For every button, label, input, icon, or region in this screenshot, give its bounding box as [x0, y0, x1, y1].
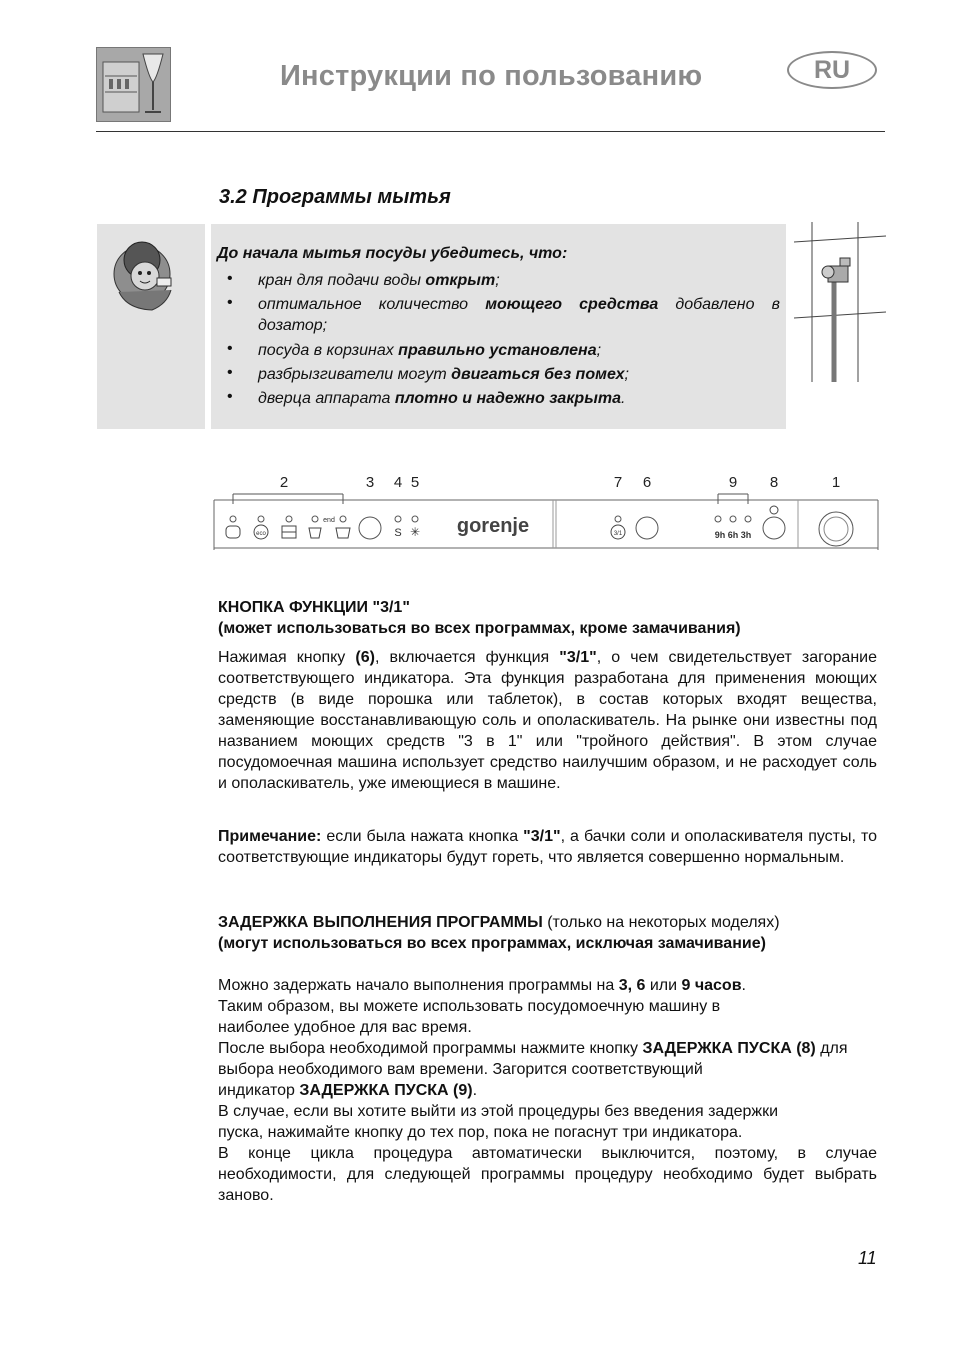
note-bullet-4: разбрызгиватели могут двигаться без помех; [258, 366, 629, 383]
section-title: 3.2 Программы мытья [219, 186, 451, 208]
function-31-subheading: (может использоваться во всех программах, кроме замачивания) [218, 620, 741, 637]
note-heading: До начала мытья посуды убедитесь, что: [217, 245, 568, 262]
delay-hours-labels: 9h 6h 3h [714, 530, 752, 540]
delay-paragraph-3-line-2: пуска, нажимайте кнопку до тех пор, пока не погаснут три индикатора. [218, 1124, 743, 1141]
rapid-program-icon [336, 528, 350, 538]
control-panel-diagram [210, 468, 882, 554]
panel-number-9: 9 [728, 474, 738, 491]
note-bullet-1: кран для подачи воды открыт; [258, 272, 500, 289]
intensive-program-icon [309, 528, 321, 538]
panel-number-5: 5 [410, 474, 420, 491]
panel-number-3: 3 [365, 474, 375, 491]
panel-number-8: 8 [769, 474, 779, 491]
rinse-aid-indicator-icon: ✳ [409, 525, 421, 539]
water-tap-icon [794, 222, 886, 382]
delay-line-3: наиболее удобное для вас время. [218, 1019, 472, 1036]
panel-number-7: 7 [613, 474, 623, 491]
delay-paragraph-4: В конце цикла процедура автоматически выключится, поэтому, в случае необходимости, для следующей программы процедуру необходимо будет выбрать заново. [218, 1145, 877, 1204]
three-in-one-button [636, 517, 658, 539]
bullet-icon: • [227, 340, 233, 357]
program-button [359, 517, 381, 539]
delay-paragraph-3-line-1: В случае, если вы хотите выйти из этой процедуры без введения задержки [218, 1103, 779, 1120]
salt-indicator-icon: S [394, 527, 402, 539]
note-bullet-2: оптимальное количество моющего средства добавлено в дозатор; [258, 296, 780, 334]
bullet-icon: • [227, 294, 233, 311]
panel-number-2: 2 [279, 474, 289, 491]
eco-label: eco [256, 531, 266, 537]
note-icon-panel [97, 224, 205, 429]
language-badge: RU [787, 51, 877, 89]
panel-number-1: 1 [831, 474, 841, 491]
dishwasher-logo-icon [96, 47, 171, 122]
function-31-paragraph: Нажимая кнопку (6), включается функция "3/1", о чем свидетельствует загорание соответствующего индикатора. Эта функция разработана для применения моющих средств (в виде порошка или таблеток), в состав которых входят вещества, заменяющие восстанавливающую соль и ополаскиватель. На рынке они известны под названием моющих средств "3 в 1" или "тройного действия". В этом случае посудомоечная машина использует средство наилучшим образом, и не расходует соль и ополаскиватель, уже имеющиеся в машине. [218, 649, 878, 792]
function-31-heading: КНОПКА ФУНКЦИИ "3/1" [218, 599, 410, 616]
note-bullet-5: дверца аппарата плотно и надежно закрыта. [258, 390, 626, 407]
bullet-icon: • [227, 270, 233, 287]
bullet-icon: • [227, 388, 233, 405]
normal-program-icon [282, 526, 296, 538]
note-bullet-3: посуда в корзинах правильно установлена; [258, 342, 602, 359]
panel-number-6: 6 [642, 474, 652, 491]
bullet-icon: • [227, 364, 233, 381]
brand-logo: gorenje [456, 515, 530, 537]
panel-number-4: 4 [393, 474, 403, 491]
header-title: Инструкции по пользованию [280, 60, 703, 92]
page-number: 11 [858, 1248, 877, 1268]
prewash-program-icon [226, 526, 240, 538]
delay-heading: ЗАДЕРЖКА ВЫПОЛНЕНИЯ ПРОГРАММЫ (только на некоторых моделях) [218, 914, 780, 931]
cartoon-person-icon [97, 224, 205, 429]
function-31-note: Примечание: если была нажата кнопка "3/1", а бачки соли и ополаскивателя пусты, то соответствующие индикаторы будут гореть, что является совершенно нормальным. [218, 828, 877, 866]
delay-line-1: Можно задержать начало выполнения программы на 3, 6 или 9 часов. [218, 977, 746, 994]
header-divider [96, 131, 885, 132]
end-label: end [323, 517, 335, 524]
delay-line-2: Таким образом, вы можете использовать посудомоечную машину в [218, 998, 721, 1015]
delay-paragraph-2: После выбора необходимой программы нажмите кнопку ЗАДЕРЖКА ПУСКА (8) для выбора необходимого вам времени. Загорится соответствующий индикатор ЗАДЕРЖКА ПУСКА (9). [218, 1040, 848, 1099]
clock-icon [770, 506, 778, 514]
three-in-one-label: 3/1 [613, 531, 623, 537]
delay-subheading: (могут использоваться во всех программах, исключая замачивание) [218, 935, 766, 952]
delay-button [763, 517, 785, 539]
eco-program-icon [254, 525, 268, 539]
